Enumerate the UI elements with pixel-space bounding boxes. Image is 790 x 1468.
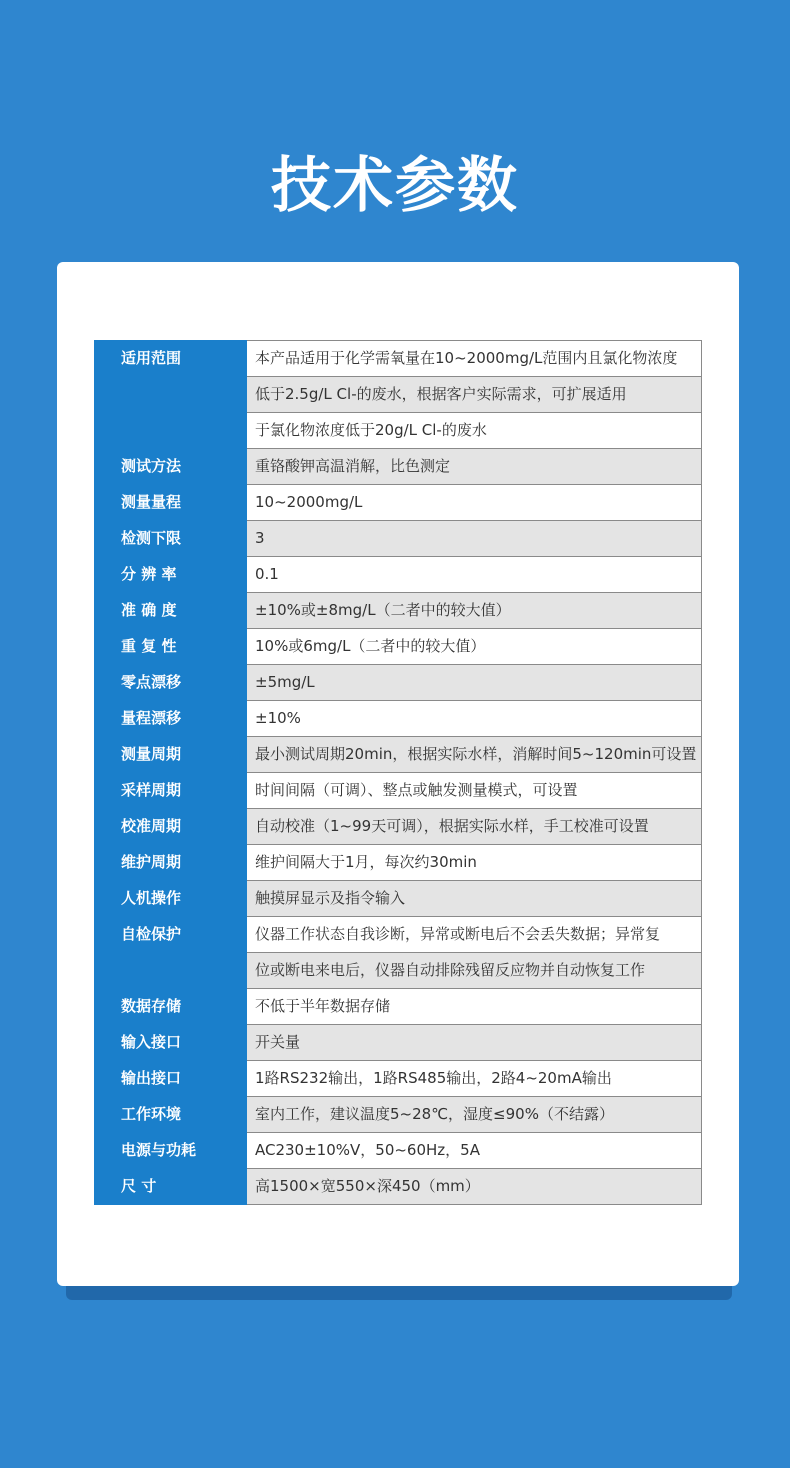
spec-label: 采样周期 (95, 773, 247, 809)
spec-value: 开关量 (247, 1025, 702, 1061)
spec-value: 高1500×宽550×深450（mm） (247, 1169, 702, 1205)
spec-label: 人机操作 (95, 881, 247, 917)
spec-label: 零点漂移 (95, 665, 247, 701)
spec-value: 10~2000mg/L (247, 485, 702, 521)
spec-value: 0.1 (247, 557, 702, 593)
spec-value: 位或断电来电后，仪器自动排除残留反应物并自动恢复工作 (247, 953, 702, 989)
spec-row (95, 701, 702, 737)
page-title: 技术参数 (271, 151, 519, 221)
spec-label: 自检保护 (95, 917, 247, 989)
spec-label: 校准周期 (95, 809, 247, 845)
spec-label: 维护周期 (95, 845, 247, 881)
spec-label: 工作环境 (95, 1097, 247, 1133)
spec-label: 电源与功耗 (95, 1133, 247, 1169)
spec-value: 重铬酸钾高温消解，比色测定 (247, 449, 702, 485)
spec-row (95, 449, 702, 485)
spec-row (95, 917, 702, 953)
spec-value: 不低于半年数据存储 (247, 989, 702, 1025)
spec-label: 重 复 性 (95, 629, 247, 665)
spec-value: 10%或6mg/L（二者中的较大值） (247, 629, 702, 665)
spec-label: 测量周期 (95, 737, 247, 773)
spec-value: ±10%或±8mg/L（二者中的较大值） (247, 593, 702, 629)
spec-value: 时间间隔（可调）、整点或触发测量模式，可设置 (247, 773, 702, 809)
spec-label: 输入接口 (95, 1025, 247, 1061)
spec-value: 最小测试周期20min，根据实际水样，消解时间5~120min可设置 (247, 737, 702, 773)
spec-row (95, 989, 702, 1025)
spec-label: 分 辨 率 (95, 557, 247, 593)
spec-row (95, 1097, 702, 1133)
spec-value: 触摸屏显示及指令输入 (247, 881, 702, 917)
spec-value: 维护间隔大于1月，每次约30min (247, 845, 702, 881)
spec-value: 仪器工作状态自我诊断，异常或断电后不会丢失数据；异常复 (247, 917, 702, 953)
spec-row (95, 1061, 702, 1097)
spec-row (95, 845, 702, 881)
spec-row (95, 1169, 702, 1205)
spec-label: 测试方法 (95, 449, 247, 485)
spec-value: 自动校准（1~99天可调），根据实际水样，手工校准可设置 (247, 809, 702, 845)
spec-row (95, 485, 702, 521)
spec-table (94, 340, 702, 1205)
spec-row (95, 1025, 702, 1061)
spec-row (95, 521, 702, 557)
spec-value: 室内工作，建议温度5~28℃，湿度≤90%（不结露） (247, 1097, 702, 1133)
spec-label: 测量量程 (95, 485, 247, 521)
spec-row (95, 773, 702, 809)
spec-value: 本产品适用于化学需氧量在10~2000mg/L范围内且氯化物浓度 (247, 341, 702, 377)
spec-row (95, 557, 702, 593)
spec-label: 输出接口 (95, 1061, 247, 1097)
spec-row (95, 341, 702, 377)
spec-value: ±10% (247, 701, 702, 737)
spec-label: 尺 寸 (95, 1169, 247, 1205)
spec-label: 数据存储 (95, 989, 247, 1025)
spec-row (95, 881, 702, 917)
spec-label: 准 确 度 (95, 593, 247, 629)
spec-row (95, 665, 702, 701)
spec-value: ±5mg/L (247, 665, 702, 701)
spec-value: 1路RS232输出，1路RS485输出，2路4~20mA输出 (247, 1061, 702, 1097)
spec-value: 于氯化物浓度低于20g/L Cl-的废水 (247, 413, 702, 449)
spec-table-body (95, 341, 702, 1205)
spec-row (95, 737, 702, 773)
spec-label: 适用范围 (95, 341, 247, 449)
spec-row (95, 629, 702, 665)
spec-label: 量程漂移 (95, 701, 247, 737)
spec-value: 低于2.5g/L Cl-的废水，根据客户实际需求，可扩展适用 (247, 377, 702, 413)
spec-value: AC230±10%V，50~60Hz，5A (247, 1133, 702, 1169)
spec-value: 3 (247, 521, 702, 557)
spec-label: 检测下限 (95, 521, 247, 557)
spec-row (95, 593, 702, 629)
spec-row (95, 809, 702, 845)
spec-row (95, 1133, 702, 1169)
